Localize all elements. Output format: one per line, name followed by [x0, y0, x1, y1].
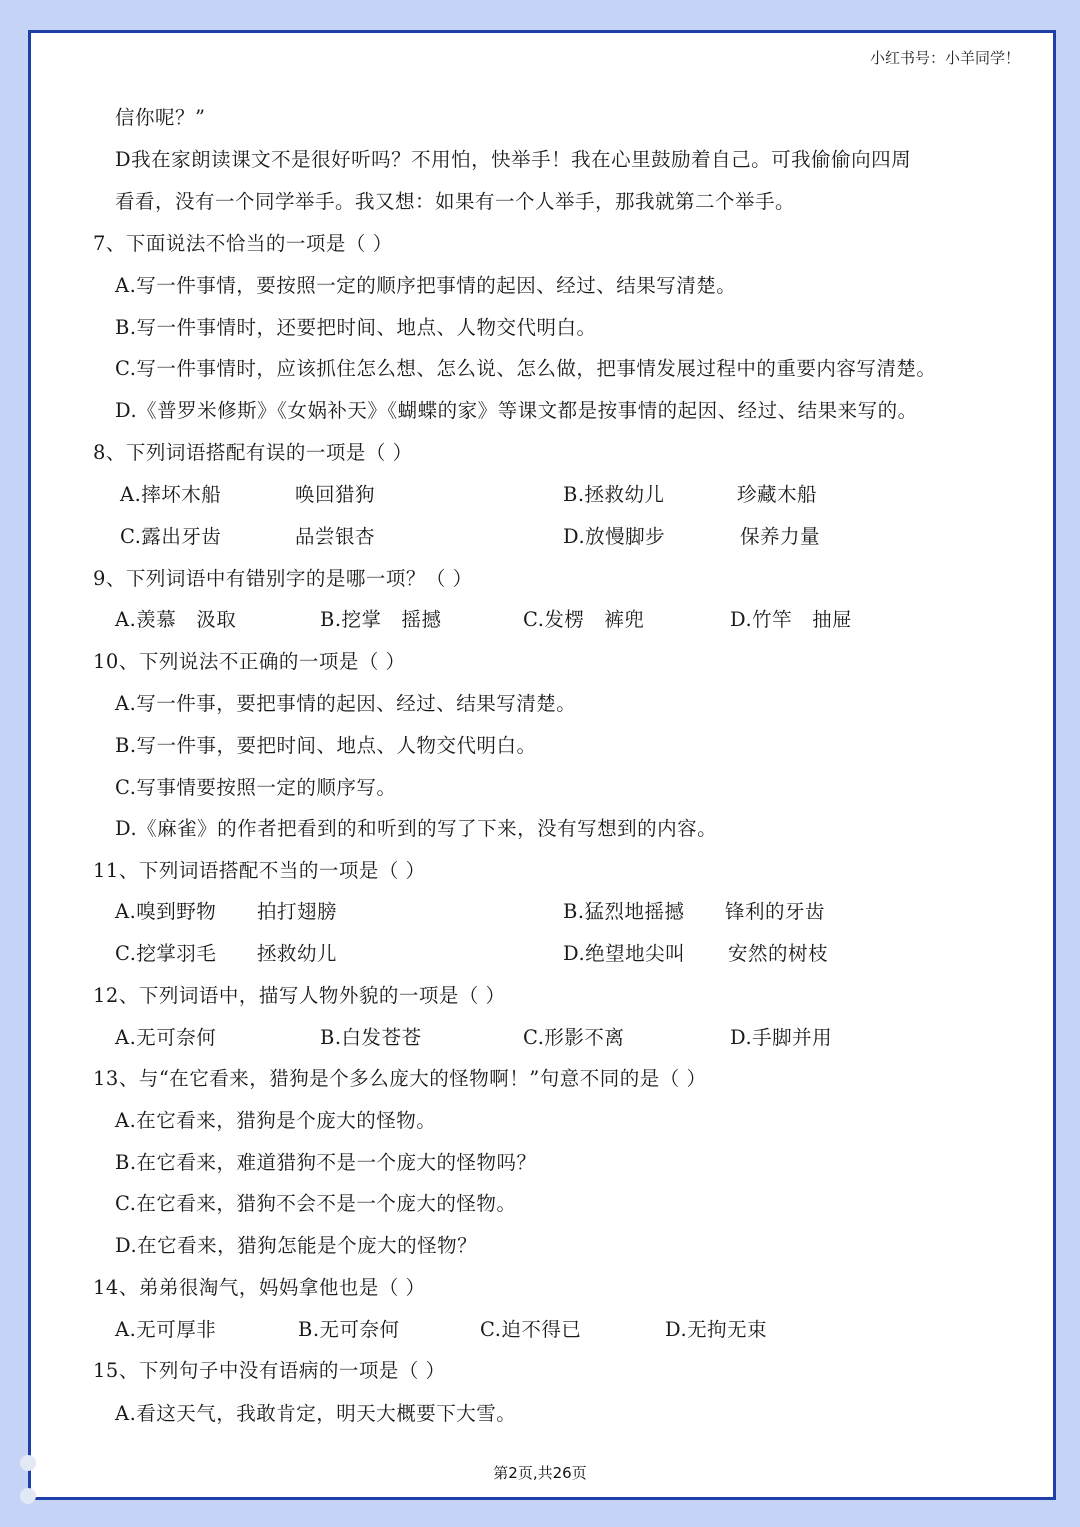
text-line: B.白发苍苍	[320, 1026, 422, 1049]
page-number: 第2页,共26页	[493, 1464, 587, 1482]
text-line: 拯救幼儿	[257, 942, 338, 965]
text-line: D.《麻雀》的作者把看到的和听到的写了下来，没有写想到的内容。	[115, 817, 718, 840]
question-stem: 12、下列词语中，描写人物外貌的一项是（ ）	[93, 984, 506, 1007]
text-line: C.发楞 裤兜	[523, 608, 645, 631]
text-line: C.迫不得已	[480, 1318, 582, 1341]
text-line: B.在它看来，难道猎狗不是一个庞大的怪物吗？	[115, 1151, 537, 1174]
binding-hole	[20, 1488, 36, 1504]
text-line: C.挖掌羽毛	[115, 942, 217, 965]
text-line: A.羡慕 汲取	[115, 608, 237, 631]
text-line: 珍藏木船	[737, 483, 818, 506]
text-line: B.无可奈何	[298, 1318, 400, 1341]
text-line: D我在家朗读课文不是很好听吗？不用怕，快举手！我在心里鼓励着自己。可我偷偷向四周	[115, 148, 912, 171]
text-line: B.写一件事情时，还要把时间、地点、人物交代明白。	[115, 316, 597, 339]
text-line: D.手脚并用	[730, 1026, 833, 1049]
text-line: C.写事情要按照一定的顺序写。	[115, 776, 397, 799]
question-stem: 14、弟弟很淘气，妈妈拿他也是（ ）	[93, 1276, 426, 1299]
text-line: D.放慢脚步	[563, 525, 666, 548]
text-line: A.无可厚非	[115, 1318, 217, 1341]
text-line: C.露出牙齿	[120, 525, 222, 548]
text-line: A.写一件事，要把事情的起因、经过、结果写清楚。	[115, 692, 577, 715]
text-line: C.写一件事情时，应该抓住怎么想、怎么说、怎么做，把事情发展过程中的重要内容写清楚。	[115, 357, 937, 380]
question-stem: 13、与“在它看来，猎狗是个多么庞大的怪物啊！”句意不同的是（ ）	[93, 1067, 707, 1090]
text-line: A.无可奈何	[115, 1026, 217, 1049]
text-line: A.摔坏木船	[120, 483, 222, 506]
text-line: A.看这天气，我敢肯定，明天大概要下大雪。	[115, 1402, 517, 1425]
text-line: B.猛烈地摇撼	[563, 900, 685, 923]
text-line: C.形影不离	[523, 1026, 625, 1049]
header-tag: 小红书号：小羊同学！	[869, 49, 1020, 67]
question-stem: 10、下列说法不正确的一项是（ ）	[93, 650, 406, 673]
text-line: 看看，没有一个同学举手。我又想：如果有一个人举手，那我就第二个举手。	[115, 190, 796, 213]
text-line: 信你呢？”	[115, 106, 206, 129]
text-line: 安然的树枝	[728, 942, 829, 965]
text-line: 锋利的牙齿	[725, 900, 826, 923]
question-stem: 9、下列词语中有错别字的是哪一项？（ ）	[93, 567, 473, 590]
text-line: D.在它看来，猎狗怎能是个庞大的怪物？	[115, 1234, 478, 1257]
text-line: B.挖掌 摇撼	[320, 608, 442, 631]
text-line: 拍打翅膀	[257, 900, 338, 923]
text-line: D.竹竿 抽屉	[730, 608, 853, 631]
text-line: 唤回猎狗	[295, 483, 376, 506]
text-line: D.绝望地尖叫	[563, 942, 686, 965]
text-line: A.嗅到野物	[115, 900, 217, 923]
text-line: D.《普罗米修斯》《女娲补天》《蝴蝶的家》等课文都是按事情的起因、经过、结果来写的。	[115, 399, 918, 422]
text-line: B.写一件事，要把时间、地点、人物交代明白。	[115, 734, 537, 757]
text-line: 品尝银杏	[295, 525, 376, 548]
text-line: C.在它看来，猎狗不会不是一个庞大的怪物。	[115, 1192, 517, 1215]
question-stem: 11、下列词语搭配不当的一项是（ ）	[93, 859, 426, 882]
question-stem: 7、下面说法不恰当的一项是（ ）	[93, 232, 393, 255]
text-line: 保养力量	[740, 525, 821, 548]
question-stem: 15、下列句子中没有语病的一项是（ ）	[93, 1359, 446, 1382]
text-line: A.在它看来，猎狗是个庞大的怪物。	[115, 1109, 437, 1132]
text-line: B.拯救幼儿	[563, 483, 665, 506]
question-stem: 8、下列词语搭配有误的一项是（ ）	[93, 441, 413, 464]
text-line: A.写一件事情，要按照一定的顺序把事情的起因、经过、结果写清楚。	[115, 274, 737, 297]
text-line: D.无拘无束	[665, 1318, 768, 1341]
